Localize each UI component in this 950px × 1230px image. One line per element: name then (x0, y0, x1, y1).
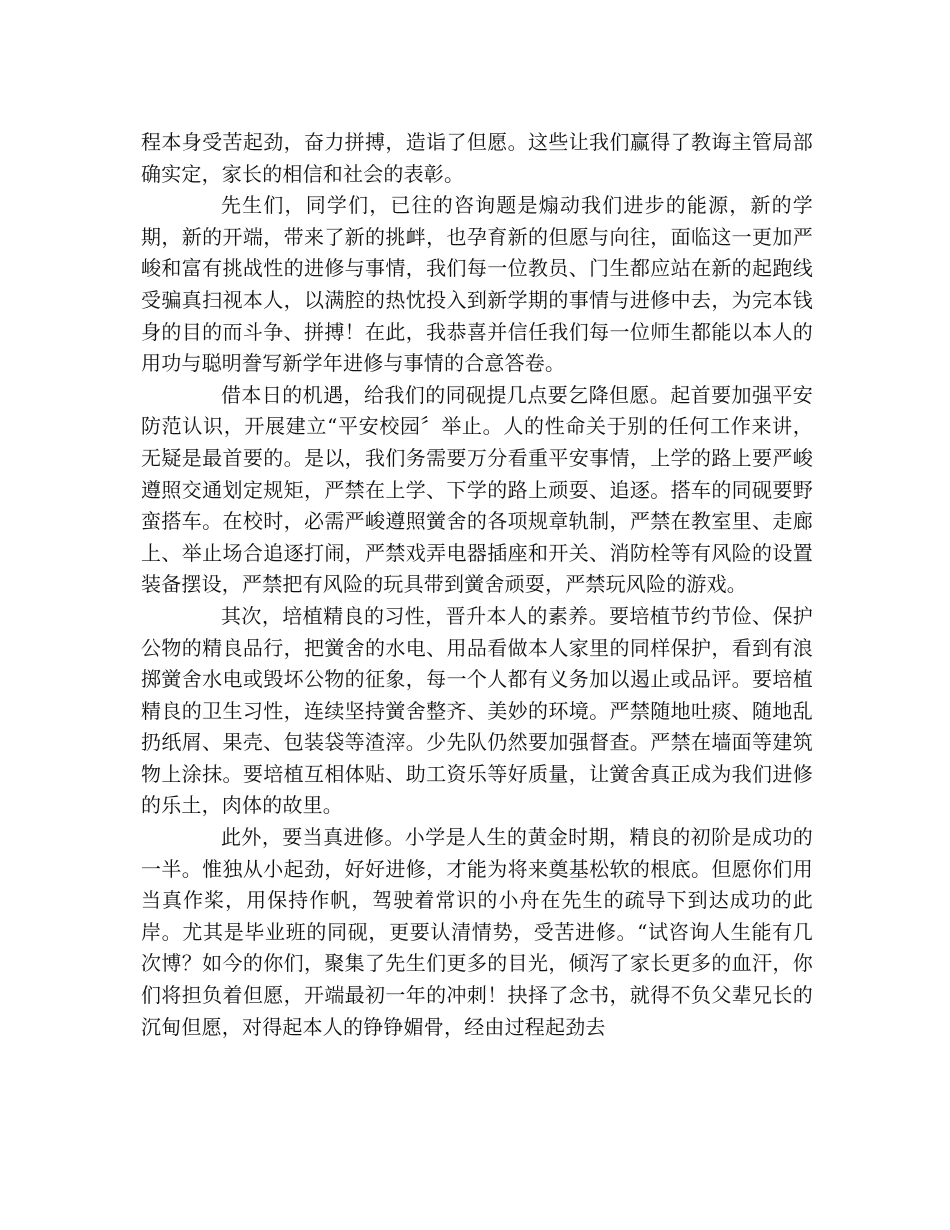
document-body (141, 127, 813, 1043)
paragraph-5: 此外，要当真进修。小学是人生的黄金时期，精良的初阶是成功的一半。惟独从小起劲，好好进修，才能为将来奠基松软的根底。但愿你们用当真作桨，用保持作帆，驾驶着常识的小舟在先生的疏导下到达成功的此岸。尤其是毕业班的同砚，更要认清情势，受苦进修。“试咨询人生能有几次博？如今的你们，聚集了先生们更多的目光，倾泻了家长更多的血汗，你们将担负着但愿，开端最初一年的冲刺！抉择了念书，就得不负父辈兄长的沉甸但愿，对得起本人的铮铮媚骨，经由过程起劲去 (141, 825, 813, 1039)
paragraph-3: 借本日的机遇，给我们的同砚提几点要乞降但愿。起首要加强平安防范认识，开展建立“平安校园〞举止。人的性命关于别的任何工作来讲，无疑是最首要的。是以，我们务需要万分看重平安事情，上学的路上要严峻遵照交通划定规矩，严禁在上学、下学的路上顽耍、追逐。搭车的同砚要野蛮搭车。在校时，必需严峻遵照黉舍的各项规章轨制，严禁在教室里、走廊上、举止场合追逐打闹，严禁戏弄电器插座和开关、消防栓等有风险的设置装备摆设，严禁把有风险的玩具带到黉舍顽耍，严禁玩风险的游戏。 (141, 382, 813, 597)
paragraph-1: 程本身受苦起劲，奋力拼搏，造诣了但愿。这些让我们赢得了教诲主管局部确实定，家长的相信和社会的表彰。 (141, 130, 813, 186)
paragraph-2: 先生们，同学们，已往的咨询题是煽动我们进步的能源，新的学期，新的开端，带来了新的挑衅，也孕育新的但愿与向往，面临这一更加严峻和富有挑战性的进修与事情，我们每一位教员、门生都应站在新的起跑线受骗真扫视本人，以满腔的热忱投入到新学期的事情与进修中去，为完本钱身的目的而斗争、拼搏！在此，我恭喜并信任我们每一位师生都能以本人的用功与聪明誊写新学年进修与事情的合意答卷。 (141, 193, 813, 376)
paragraph-4: 其次，培植精良的习性，晋升本人的素养。要培植节约节俭、保护公物的精良品行，把黉舍的水电、用品看做本人家里的同样保护，看到有浪掷黉舍水电或毁坏公物的征象，每一个人都有义务加以遏止或品评。要培植精良的卫生习性，连续坚持黉舍整齐、美妙的环境。严禁随地吐痰、随地乱扔纸屑、果壳、包装袋等渣滓。少先队仍然要加强督查。严禁在墙面等建筑物上涂抹。要培植互相体贴、助工资乐等好质量，让黉舍真正成为我们进修的乐土，肉体的故里。 (141, 603, 813, 818)
